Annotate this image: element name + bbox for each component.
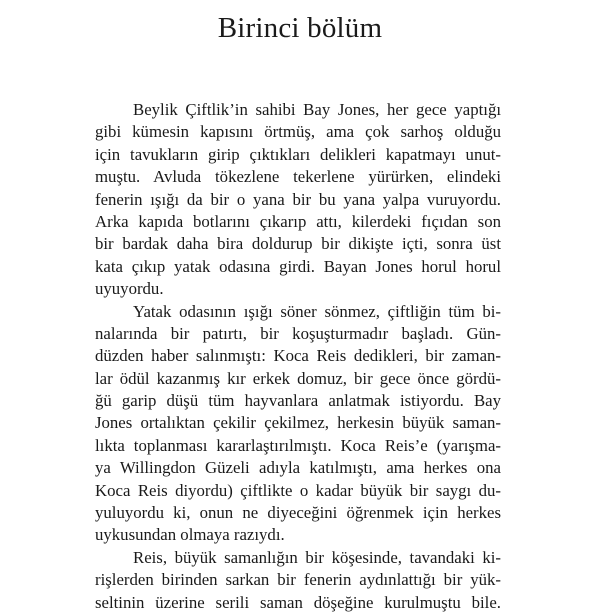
text-line: Reis, büyük samanlığın bir köşesinde, tavandaki ki- (133, 547, 501, 567)
text-line: seltinin üzerine serili saman döşeğine kurulmuştu bile. (95, 592, 501, 612)
text-line: Beylik Çiftlik’in sahibi Bay Jones, her gece yaptığı (133, 100, 501, 119)
paragraph (95, 99, 501, 301)
text-line: yuluyordu ki, onun ne diyeceğini öğrenmek için herkes (95, 503, 501, 523)
text-line: Yatak odasının ışığı söner sönmez, çiftliğin tüm bi- (133, 301, 501, 321)
text-line: rişlerden birinden sarkan bir fenerin aydınlattığı bir yük- (95, 570, 501, 590)
chapter-title: Birinci bölüm (217, 12, 383, 44)
text-line: uykusundan olmaya razıydı. (95, 525, 285, 545)
body-text (95, 99, 501, 614)
text-line: lıkta toplanması kararlaştırılmıştı. Koca Reis’e (yarışma- (95, 435, 501, 455)
text-line: için tavukların girip çıktıkları delikleri kapatmayı unut- (95, 144, 501, 164)
text-line: bir bardak daha bira doldurup bir dikişte içti, sonra üst (95, 234, 501, 254)
text-line: Koca Reis diyordu) çiftlikte o kadar büyük bir saygı du- (95, 480, 501, 500)
text-line: nalarında bir patırtı, bir koşuşturmadır başladı. Gün- (95, 323, 501, 343)
paragraph (95, 301, 501, 547)
text-line: gibi kümesin kapısını örtmüş, ama çok sarhoş olduğu (95, 122, 501, 142)
text-line: uyuyordu. (95, 279, 164, 299)
text-line: muştu. Avluda tökezlene tekerlene yürürken, elindeki (95, 167, 501, 187)
text-line: lar ödül kazanmış kır erkek domuz, bir gece önce gördü- (95, 368, 501, 388)
paragraph (95, 547, 501, 614)
text-line: düzden haber salınmıştı: Koca Reis dedikleri, bir zaman- (95, 346, 501, 366)
text-line: fenerin ışığı da bir o yana bir bu yana yalpa vuruyordu. (95, 189, 501, 209)
text-line: Arka kapıda botlarını çıkarıp attı, kilerdeki fıçıdan son (95, 211, 501, 231)
text-line: kata çıkıp yatak odasına girdi. Bayan Jones horul horul (95, 256, 501, 276)
text-line: ğü garip düşü tüm hayvanlara anlatmak istiyordu. Bay (95, 391, 501, 411)
text-line: Jones ortalıktan çekilir çekilmez, herkesin büyük saman- (95, 413, 501, 433)
text-line: ya Willingdon Güzeli adıyla katılmıştı, ama herkes ona (95, 458, 501, 478)
